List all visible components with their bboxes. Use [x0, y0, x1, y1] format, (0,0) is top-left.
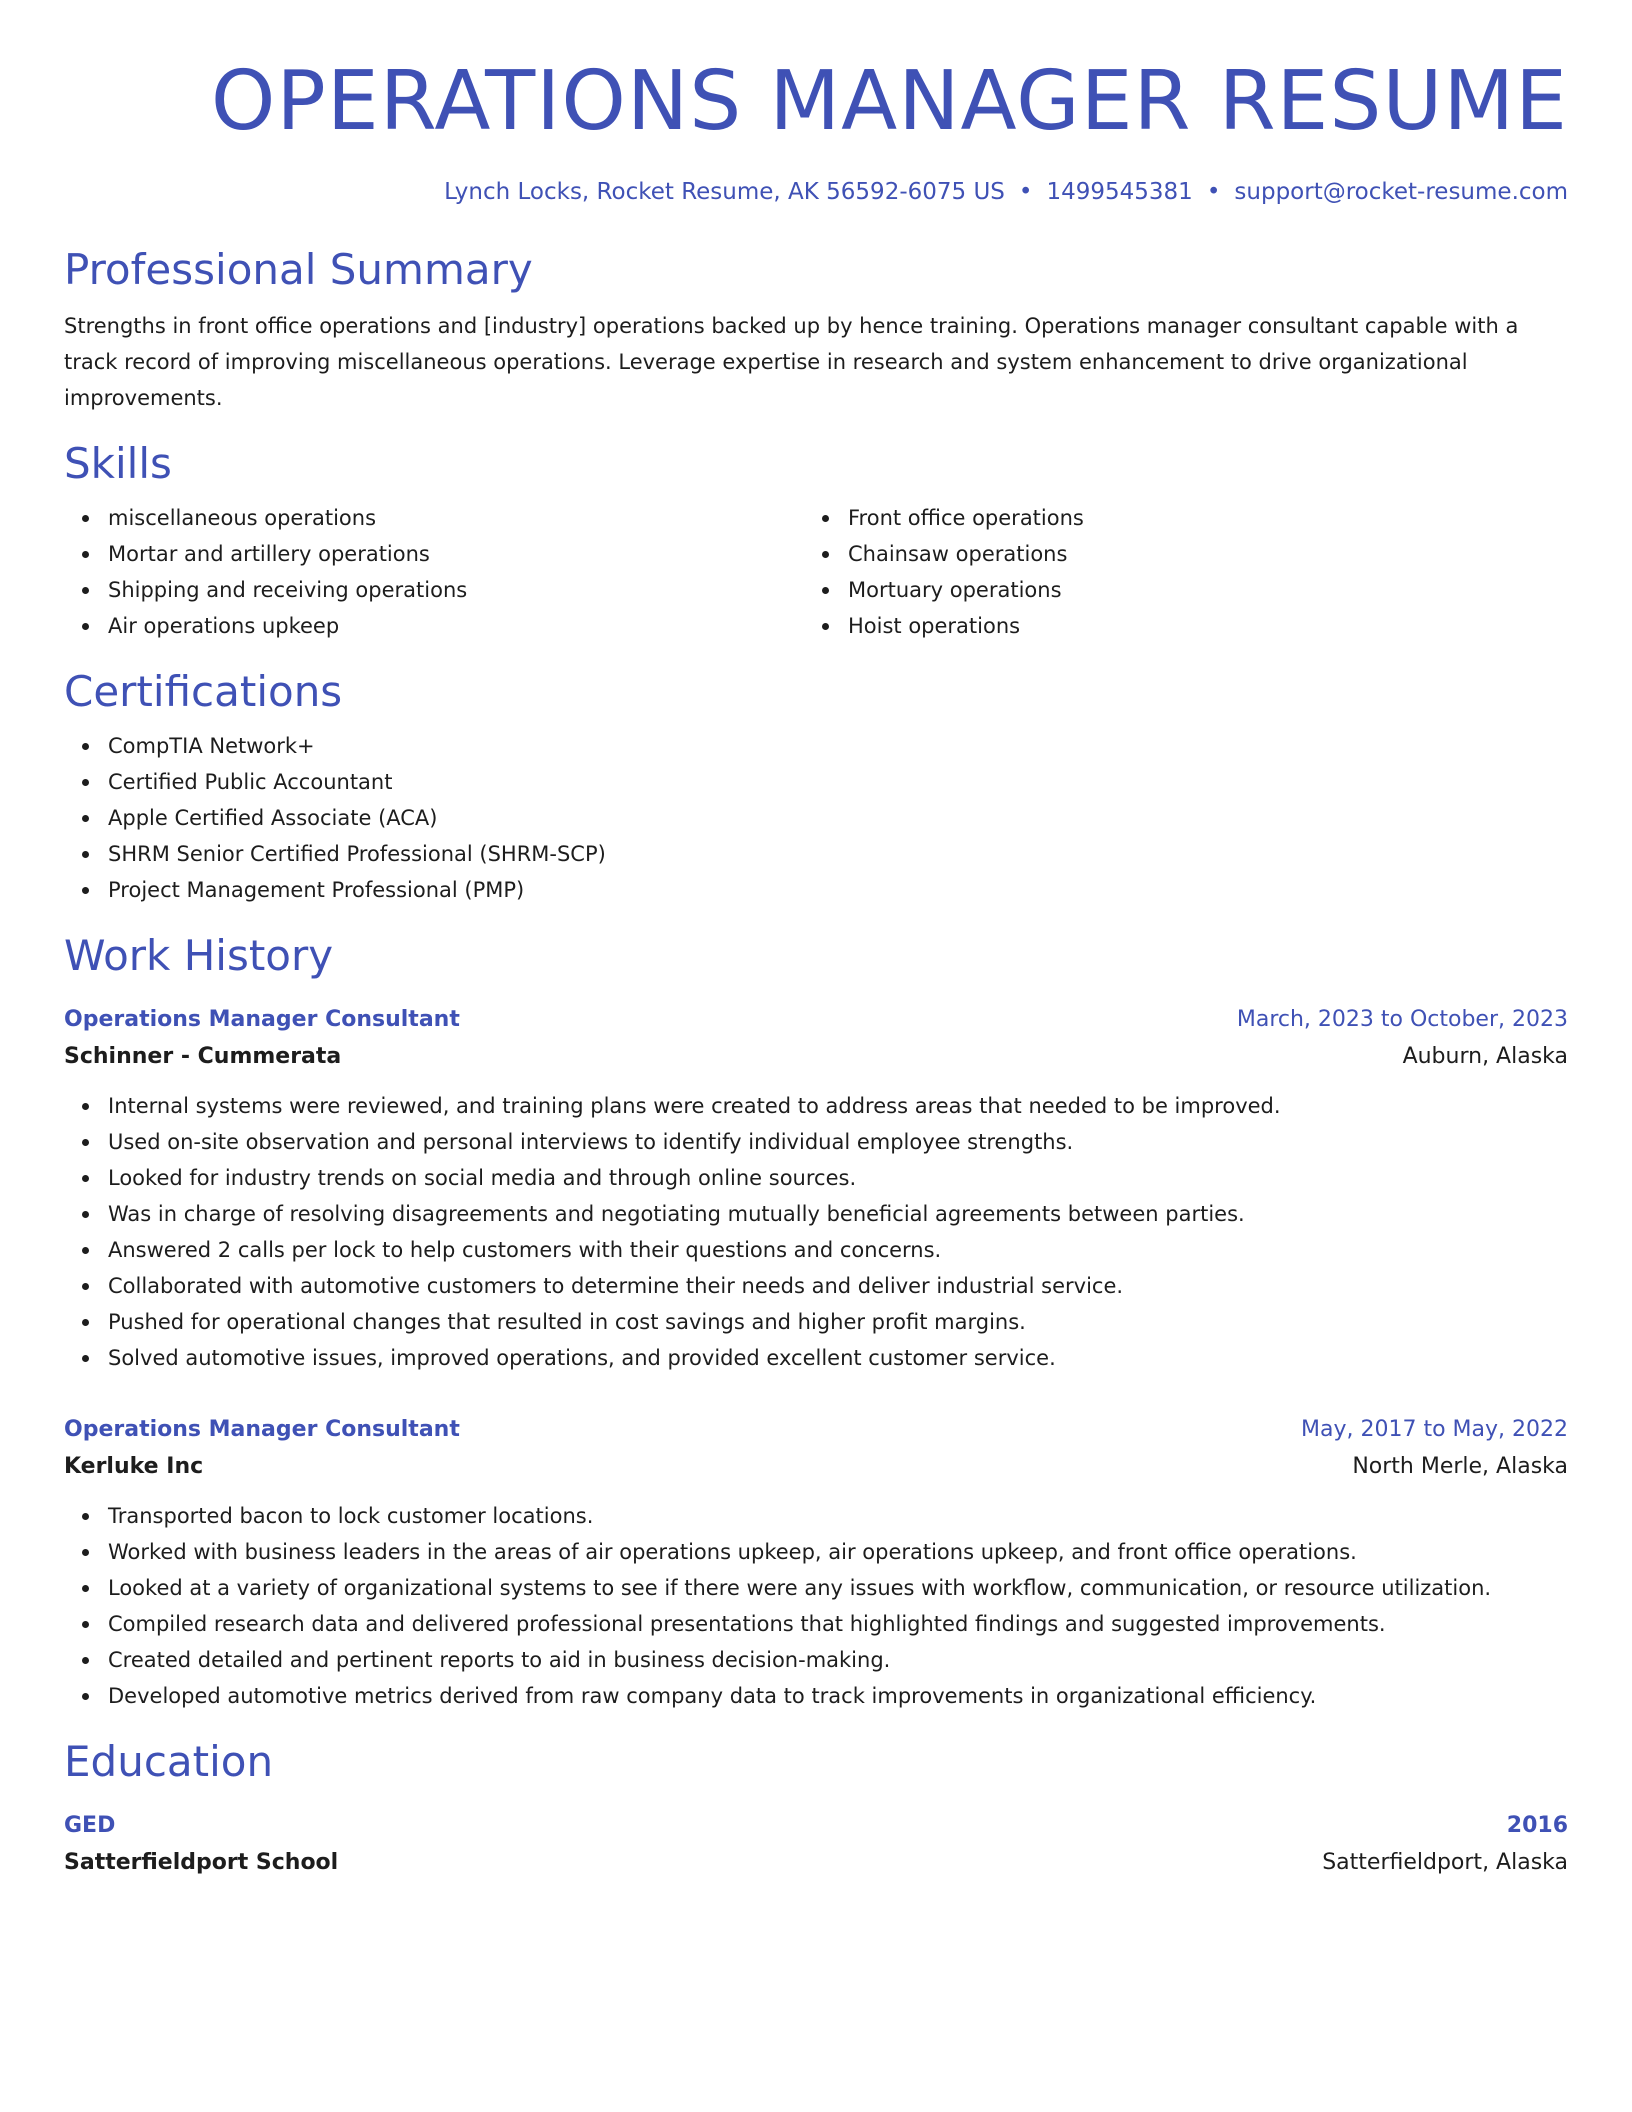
job-duties-list: [64, 1498, 1568, 1714]
job-dates: March, 2023 to October, 2023: [1236, 1007, 1568, 1032]
contact-line: [64, 176, 1568, 208]
contact-address: Lynch Locks, Rocket Resume, AK 56592-6075 US: [444, 179, 1005, 205]
job-title: Operations Manager Consultant: [64, 1007, 460, 1032]
summary-heading: Professional Summary: [64, 245, 533, 294]
certification-item: SHRM Senior Certified Professional (SHRM-SCP): [108, 836, 1568, 872]
education-degree-row: [64, 1808, 1568, 1844]
job-location: North Merle, Alaska: [1352, 1454, 1568, 1479]
contact-separator: •: [1018, 179, 1033, 205]
job-duty: Pushed for operational changes that resulted in cost savings and higher profit margins.: [108, 1304, 1568, 1340]
job-entry: [64, 1412, 1568, 1714]
job-duties-list: [64, 1088, 1568, 1376]
job-dates: May, 2017 to May, 2022: [1301, 1417, 1568, 1442]
job-location: Auburn, Alaska: [1402, 1044, 1568, 1069]
work-history-section: [64, 930, 1568, 1714]
job-duty: Collaborated with automotive customers to determine their needs and deliver industrial service.: [108, 1268, 1568, 1304]
education-section: [64, 1736, 1568, 1882]
education-entry: [64, 1808, 1568, 1882]
education-school-row: [64, 1844, 1568, 1882]
certifications-heading: Certifications: [64, 667, 343, 716]
job-company: Schinner - Cummerata: [64, 1044, 342, 1069]
skills-grid: [64, 490, 1568, 644]
job-duty: Looked for industry trends on social media and through online sources.: [108, 1160, 1568, 1196]
job-company: Kerluke Inc: [64, 1454, 204, 1479]
skill-item: Mortar and artillery operations: [108, 536, 804, 572]
summary-section: [64, 244, 1568, 416]
certifications-section: [64, 666, 1568, 908]
skill-item: Air operations upkeep: [108, 608, 804, 644]
work-history-heading: Work History: [64, 931, 334, 980]
contact-phone: 1499545381: [1046, 179, 1193, 205]
job-company-row: [64, 1038, 1568, 1076]
job-duty: Transported bacon to lock customer locations.: [108, 1498, 1568, 1534]
skills-list-right: [804, 500, 1544, 644]
job-duty: Was in charge of resolving disagreements and negotiating mutually beneficial agreements between parties.: [108, 1196, 1568, 1232]
job-title-row: [64, 1002, 1568, 1038]
contact-email: support@rocket-resume.com: [1234, 179, 1568, 205]
job-company-row: [64, 1448, 1568, 1486]
skill-item: miscellaneous operations: [108, 500, 804, 536]
skill-item: Shipping and receiving operations: [108, 572, 804, 608]
certifications-list: [64, 728, 1568, 908]
skill-item: Hoist operations: [848, 608, 1544, 644]
job-duty: Answered 2 calls per lock to help customers with their questions and concerns.: [108, 1232, 1568, 1268]
job-duty: Internal systems were reviewed, and training plans were created to address areas that needed to be improved.: [108, 1088, 1568, 1124]
skill-item: Chainsaw operations: [848, 536, 1544, 572]
job-duty: Compiled research data and delivered professional presentations that highlighted findings and suggested improvements.: [108, 1606, 1568, 1642]
skills-section: [64, 438, 1568, 644]
summary-text: Strengths in front office operations and [industry] operations backed up by hence training. Operations manager consultant capable with a track record of improving miscellaneous operations. Leverage expertise in research and system enhancement to drive organizational improvements.: [64, 314, 1519, 410]
skills-column-left: [64, 490, 804, 644]
job-duty: Created detailed and pertinent reports to aid in business decision-making.: [108, 1642, 1568, 1678]
job-duty: Developed automotive metrics derived from raw company data to track improvements in organizational efficiency.: [108, 1678, 1568, 1714]
skills-heading: Skills: [64, 439, 172, 488]
job-duty: Worked with business leaders in the areas of air operations upkeep, air operations upkeep, and front office operations.: [108, 1534, 1568, 1570]
job-duty: Used on-site observation and personal interviews to identify individual employee strengths.: [108, 1124, 1568, 1160]
contact-separator: •: [1206, 179, 1221, 205]
job-title: Operations Manager Consultant: [64, 1417, 460, 1442]
skills-list-left: [64, 500, 804, 644]
certification-item: Project Management Professional (PMP): [108, 872, 1568, 908]
skill-item: Front office operations: [848, 500, 1544, 536]
skill-item: Mortuary operations: [848, 572, 1544, 608]
job-title-row: [64, 1412, 1568, 1448]
certification-item: Certified Public Accountant: [108, 764, 1568, 800]
education-year: 2016: [1506, 1813, 1568, 1838]
job-duty: Solved automotive issues, improved operations, and provided excellent customer service.: [108, 1340, 1568, 1376]
education-heading: Education: [64, 1737, 274, 1786]
certification-item: Apple Certified Associate (ACA): [108, 800, 1568, 836]
job-duty: Looked at a variety of organizational systems to see if there were any issues with workflow, communication, or resource utilization.: [108, 1570, 1568, 1606]
job-entry: [64, 1002, 1568, 1376]
certification-item: CompTIA Network+: [108, 728, 1568, 764]
resume-title: OPERATIONS MANAGER RESUME: [210, 54, 1568, 149]
resume-header: [64, 0, 1568, 208]
education-school: Satterfieldport School: [64, 1850, 339, 1875]
education-location: Satterfieldport, Alaska: [1322, 1850, 1568, 1875]
skills-column-right: [804, 490, 1544, 644]
education-degree: GED: [64, 1813, 116, 1838]
